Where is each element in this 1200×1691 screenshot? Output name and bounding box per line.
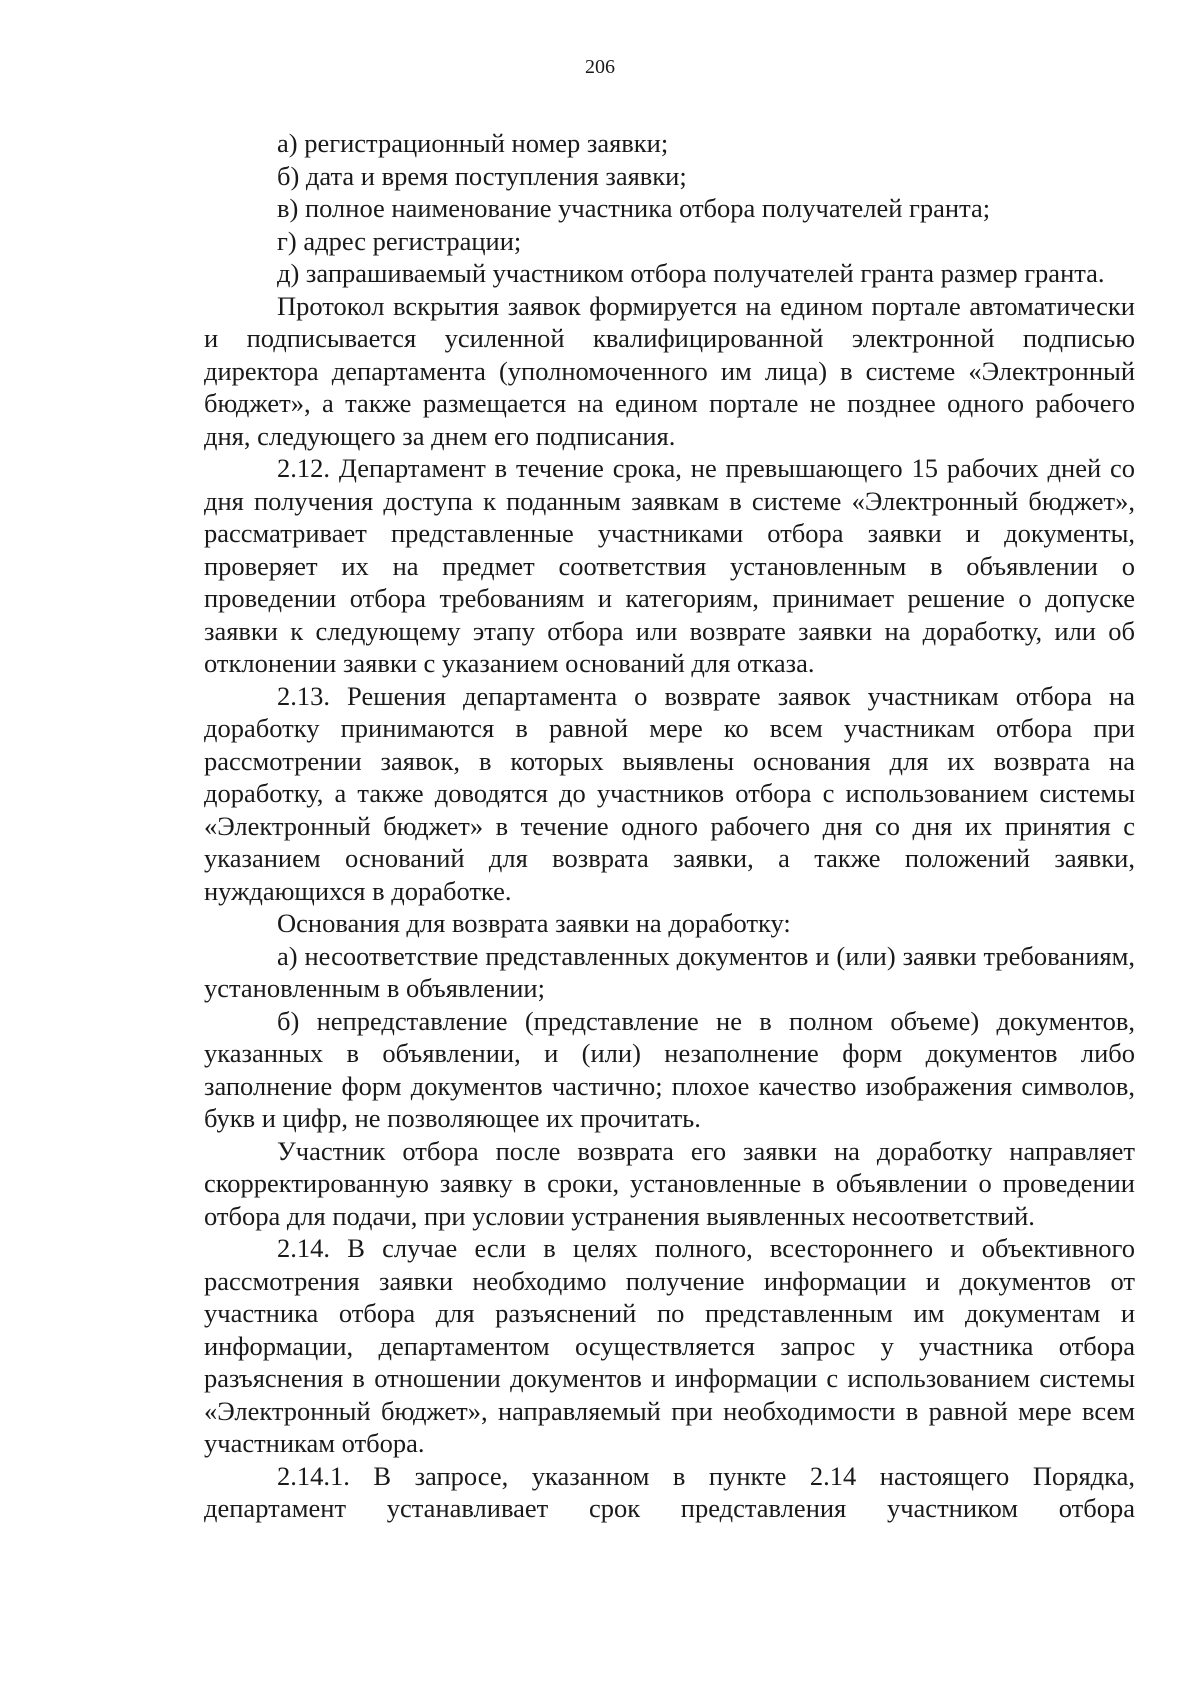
page-number: 206 bbox=[585, 56, 615, 78]
paragraph-section-2-14-1: 2.14.1. В запросе, указанном в пункте 2.14 настоящего Порядка, департамент устанавливает срок представления участником отбора bbox=[204, 1460, 1135, 1523]
paragraph-list-item-g: г) адрес регистрации; bbox=[277, 225, 522, 256]
paragraph-ground-b: б) непредставление (представление не в полном объеме) документов, указанных в объявлении, и (или) незаполнение форм документов либо заполнение форм документов частично; плохое качество изображения символов, букв и цифр, не позволяющее их прочитать. bbox=[204, 1005, 1135, 1133]
paragraph-list-item-a: а) регистрационный номер заявки; bbox=[277, 128, 669, 158]
document-body bbox=[204, 127, 1135, 1525]
paragraph-protocol: Протокол вскрытия заявок формируется на едином портале автоматически и подписывается усиленной квалифицированной электронной подписью директора департамента (уполномоченного им лица) в системе «Электронный бюджет», а также размещается на едином портале не позднее одного рабочего дня, следующего за днем его подписания. bbox=[204, 290, 1135, 451]
paragraph-section-2-14: 2.14. В случае если в целях полного, всестороннего и объективного рассмотрения заявки необходимо получение информации и документов от участника отбора для разъяснений по представленным им документам и информации, департаментом осуществляется запрос у участника отбора разъяснения в отношении документов и информации с использованием системы «Электронный бюджет», направляемый при необходимости в равной мере всем участникам отбора. bbox=[204, 1233, 1135, 1458]
paragraph-ground-a: а) несоответствие представленных документов и (или) заявки требованиям, установленным в объявлении; bbox=[204, 940, 1135, 1003]
paragraph-section-2-12: 2.12. Департамент в течение срока, не превышающего 15 рабочих дней со дня получения доступа к поданным заявкам в системе «Электронный бюджет», рассматривает представленные участниками отбора заявки и документы, проверяет их на предмет соответствия установленным в объявлении о проведении отбора требованиям и категориям, принимает решение о допуске заявки к следующему этапу отбора или возврате заявки на доработку, или об отклонении заявки с указанием оснований для отказа. bbox=[204, 453, 1135, 678]
paragraph-list-item-b: б) дата и время поступления заявки; bbox=[277, 160, 687, 191]
paragraph-grounds-heading: Основания для возврата заявки на доработку: bbox=[277, 908, 791, 938]
paragraph-list-item-v: в) полное наименование участника отбора получателей гранта; bbox=[277, 193, 991, 223]
paragraph-list-item-d: д) запрашиваемый участником отбора получателей гранта размер гранта. bbox=[277, 258, 1105, 288]
paragraph-section-2-13: 2.13. Решения департамента о возврате заявок участникам отбора на доработку принимаются в равной мере ко всем участникам отбора при рассмотрении заявок, в которых выявлены основания для их возврата на доработку, а также доводятся до участников отбора с использованием системы «Электронный бюджет» в течение одного рабочего дня со дня их принятия с указанием оснований для возврата заявки, а также положений заявки, нуждающихся в доработке. bbox=[204, 680, 1135, 906]
paragraph-resubmission: Участник отбора после возврата его заявки на доработку направляет скорректированную заявку в сроки, установленные в объявлении о проведении отбора для подачи, при условии устранения выявленных несоответствий. bbox=[204, 1135, 1135, 1231]
